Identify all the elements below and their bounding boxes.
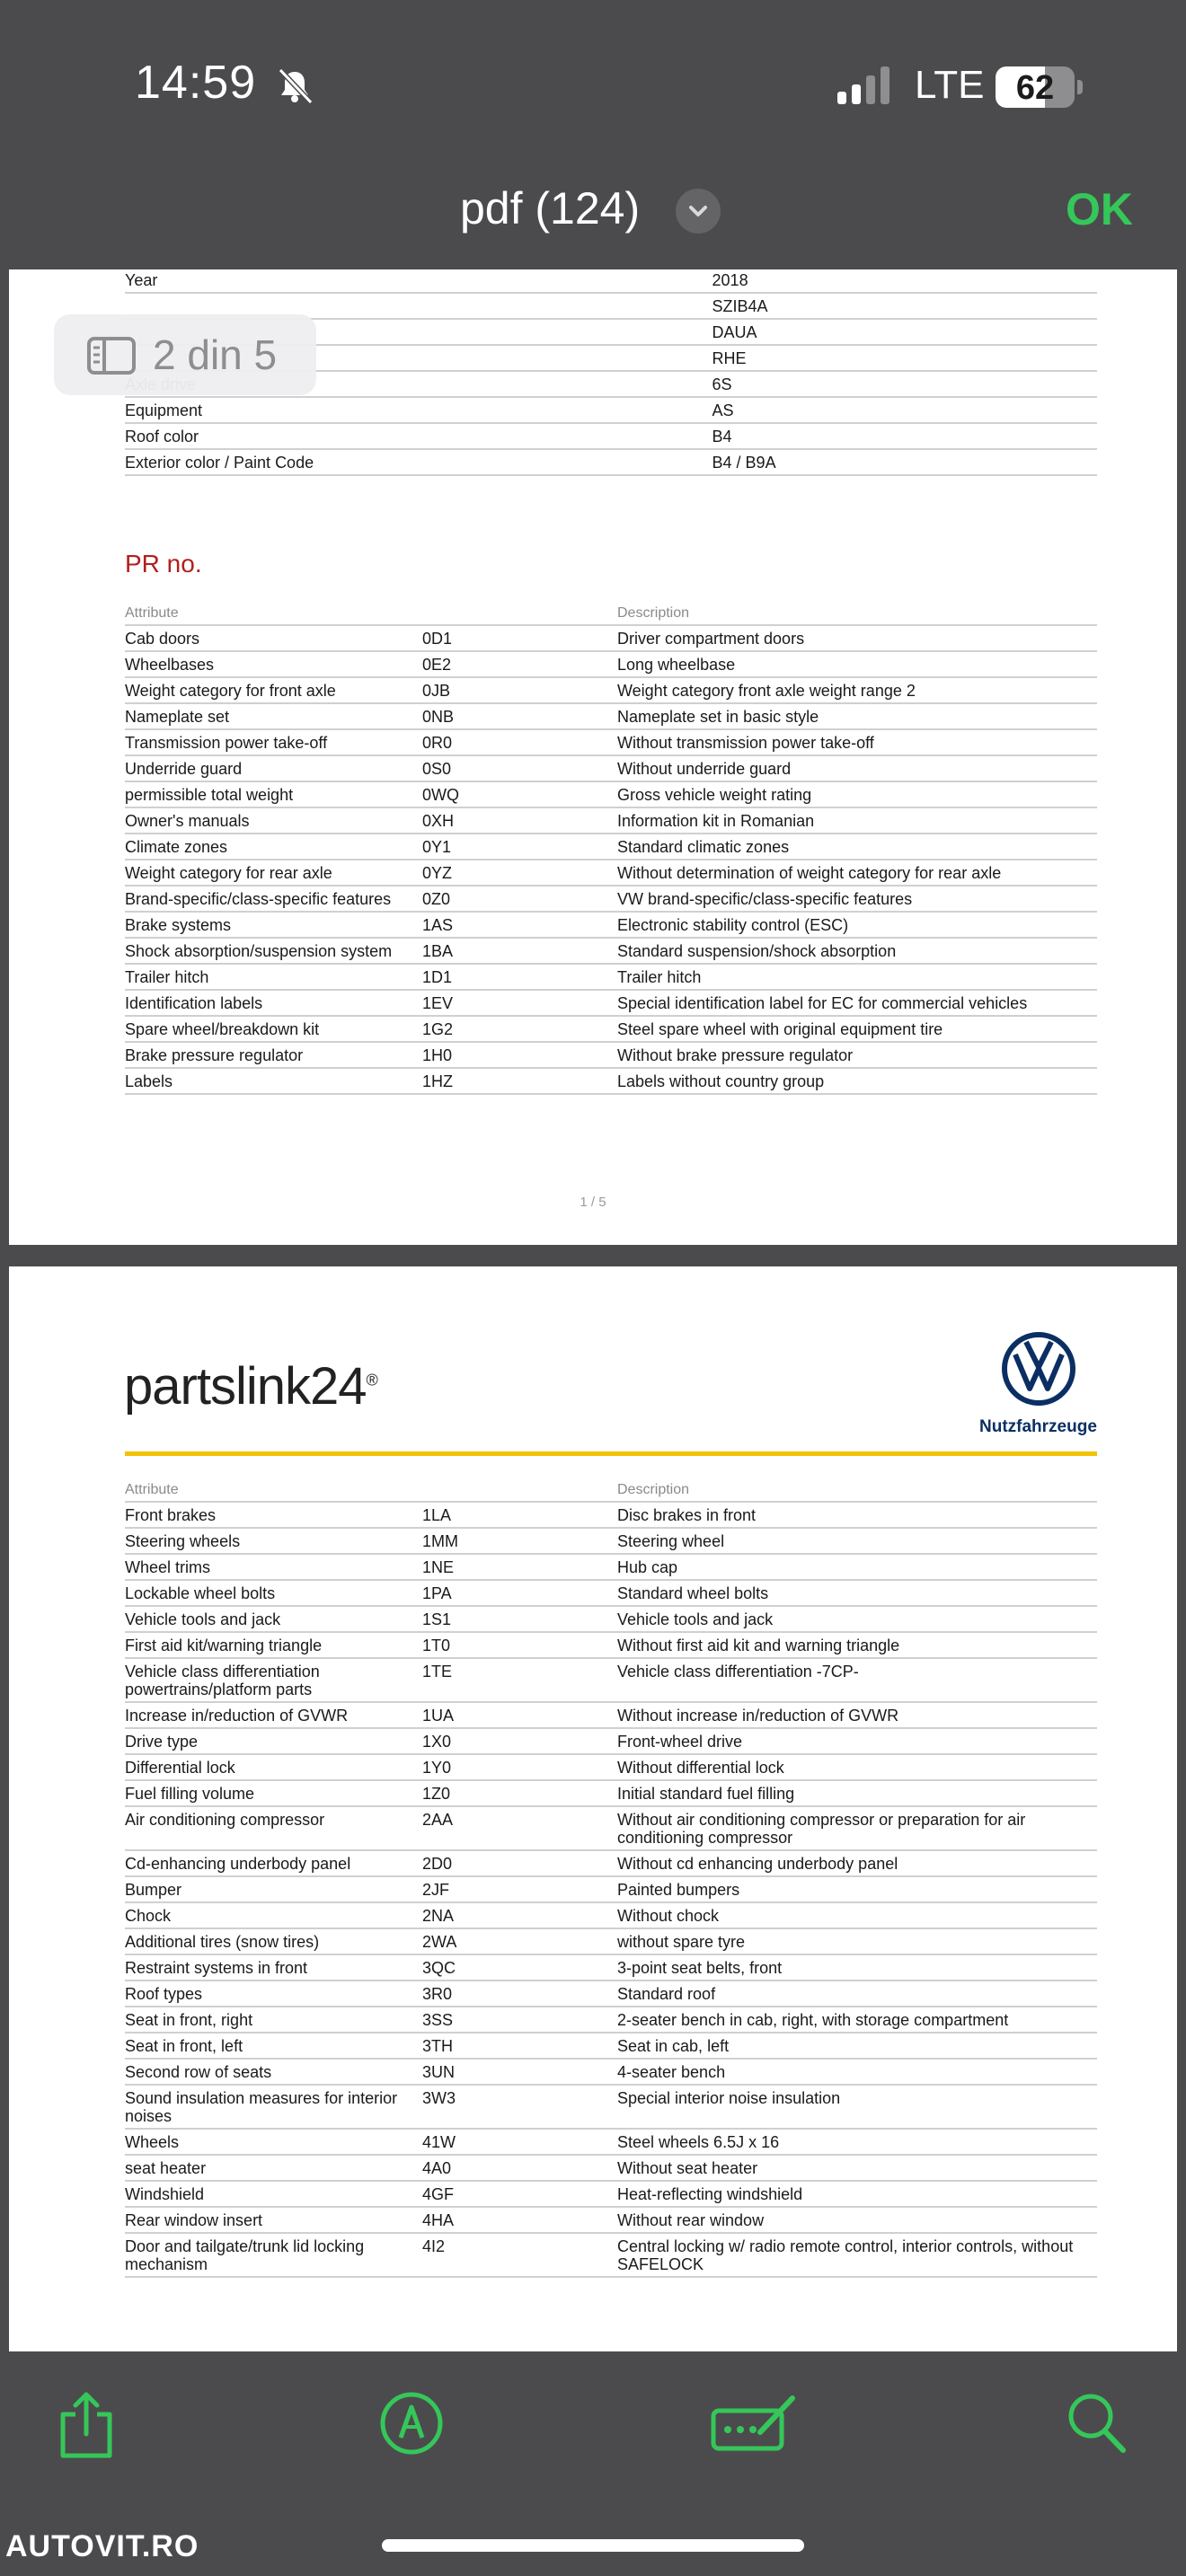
share-icon[interactable] bbox=[58, 2389, 115, 2461]
code-cell: 1S1 bbox=[422, 1606, 617, 1632]
code-cell: 0XH bbox=[422, 807, 617, 834]
table-row bbox=[125, 651, 1097, 677]
description-cell: Vehicle class differentiation -7CP- bbox=[617, 1658, 1097, 1702]
code-cell: 1EV bbox=[422, 990, 617, 1016]
description-cell: Disc brakes in front bbox=[617, 1502, 1097, 1528]
description-cell: Without differential lock bbox=[617, 1754, 1097, 1780]
code-cell: 1UA bbox=[422, 1702, 617, 1728]
logo-text: partslink24 bbox=[124, 1357, 367, 1416]
attribute-cell: Labels bbox=[125, 1068, 422, 1094]
description-cell: without spare tyre bbox=[617, 1928, 1097, 1954]
table-row bbox=[125, 2007, 1097, 2033]
page-indicator-label: 2 din 5 bbox=[153, 331, 278, 378]
code-cell: SZIB4A bbox=[712, 293, 1097, 319]
table-row bbox=[125, 781, 1097, 807]
attribute-cell: Wheelbases bbox=[125, 651, 422, 677]
code-cell: 2018 bbox=[712, 269, 1097, 293]
attribute-cell: Restraint systems in front bbox=[125, 1954, 422, 1981]
description-cell: Without increase in/reduction of GVWR bbox=[617, 1702, 1097, 1728]
pr-number-heading: PR no. bbox=[125, 550, 202, 578]
table-row bbox=[125, 449, 1097, 475]
document-title[interactable]: pdf (124) bbox=[460, 183, 641, 234]
vw-logo-icon bbox=[1001, 1331, 1076, 1407]
code-cell: 0WQ bbox=[422, 781, 617, 807]
table-row bbox=[125, 886, 1097, 912]
table-row bbox=[125, 755, 1097, 781]
code-cell: 1TE bbox=[422, 1658, 617, 1702]
cellular-signal-icon bbox=[836, 65, 898, 108]
code-cell: 3W3 bbox=[422, 2085, 617, 2129]
description-cell: Hub cap bbox=[617, 1554, 1097, 1580]
attribute-cell: Shock absorption/suspension system bbox=[125, 938, 422, 964]
description-cell: Steel spare wheel with original equipment tire bbox=[617, 1016, 1097, 1042]
description-cell: 3-point seat belts, front bbox=[617, 1954, 1097, 1981]
table-row bbox=[125, 1632, 1097, 1658]
vw-brand-text: Nutzfahrzeuge bbox=[979, 1417, 1097, 1436]
description-cell: Steering wheel bbox=[617, 1528, 1097, 1554]
table-row bbox=[125, 1658, 1097, 1702]
code-cell: 0Z0 bbox=[422, 886, 617, 912]
code-cell: 3SS bbox=[422, 2007, 617, 2033]
attribute-cell: Trailer hitch bbox=[125, 964, 422, 990]
attribute-cell: Equipment bbox=[125, 397, 712, 423]
description-cell: Long wheelbase bbox=[617, 651, 1097, 677]
table-row bbox=[125, 423, 1097, 449]
column-header-code bbox=[422, 605, 617, 625]
code-cell: 4HA bbox=[422, 2207, 617, 2233]
attribute-cell: Underride guard bbox=[125, 755, 422, 781]
description-cell: 4-seater bench bbox=[617, 2059, 1097, 2085]
table-row bbox=[125, 1702, 1097, 1728]
attribute-cell: Year bbox=[125, 269, 712, 293]
page-number: 1 / 5 bbox=[580, 1195, 606, 1210]
table-row bbox=[125, 2233, 1097, 2277]
attribute-cell: Seat in front, left bbox=[125, 2033, 422, 2059]
code-cell: 41W bbox=[422, 2129, 617, 2155]
attribute-cell: Brake systems bbox=[125, 912, 422, 938]
code-cell: 1X0 bbox=[422, 1728, 617, 1754]
attribute-cell: Climate zones bbox=[125, 834, 422, 860]
table-row bbox=[125, 2085, 1097, 2129]
table-row bbox=[125, 1928, 1097, 1954]
pdf-page-1[interactable] bbox=[9, 269, 1177, 1245]
description-cell: Without determination of weight category for rear axle bbox=[617, 860, 1097, 886]
code-cell: 0D1 bbox=[422, 625, 617, 651]
code-cell: 0S0 bbox=[422, 755, 617, 781]
table-row bbox=[125, 729, 1097, 755]
attribute-cell: seat heater bbox=[125, 2155, 422, 2181]
attribute-cell: Rear window insert bbox=[125, 2207, 422, 2233]
table-row bbox=[125, 912, 1097, 938]
table-row bbox=[125, 1954, 1097, 1981]
table-row bbox=[125, 1068, 1097, 1094]
table-row bbox=[125, 1728, 1097, 1754]
description-cell: 2-seater bench in cab, right, with storage compartment bbox=[617, 2007, 1097, 2033]
status-bar bbox=[0, 0, 1186, 171]
description-cell: Without rear window bbox=[617, 2207, 1097, 2233]
description-cell: Weight category front axle weight range 2 bbox=[617, 677, 1097, 703]
table-row bbox=[125, 397, 1097, 423]
ok-button[interactable]: OK bbox=[1066, 184, 1133, 234]
attribute-cell: Weight category for rear axle bbox=[125, 860, 422, 886]
partslink24-logo bbox=[124, 1356, 377, 1416]
attribute-cell: Roof types bbox=[125, 1981, 422, 2007]
page-indicator[interactable] bbox=[54, 314, 316, 395]
description-cell: Vehicle tools and jack bbox=[617, 1606, 1097, 1632]
battery-indicator bbox=[996, 66, 1075, 108]
table-row bbox=[125, 2207, 1097, 2233]
table-row bbox=[125, 677, 1097, 703]
attribute-cell: Weight category for front axle bbox=[125, 677, 422, 703]
description-cell: Trailer hitch bbox=[617, 964, 1097, 990]
attribute-cell: Seat in front, right bbox=[125, 2007, 422, 2033]
table-row bbox=[125, 1754, 1097, 1780]
description-cell: Standard roof bbox=[617, 1981, 1097, 2007]
bell-slash-icon bbox=[275, 66, 314, 106]
description-cell: Initial standard fuel filling bbox=[617, 1780, 1097, 1806]
description-cell: Front-wheel drive bbox=[617, 1728, 1097, 1754]
description-cell: Standard climatic zones bbox=[617, 834, 1097, 860]
home-indicator[interactable] bbox=[382, 2539, 804, 2552]
table-row bbox=[125, 1876, 1097, 1902]
attribute-cell: Cd-enhancing underbody panel bbox=[125, 1850, 422, 1876]
header-divider bbox=[125, 1451, 1097, 1456]
attribute-cell: Lockable wheel bolts bbox=[125, 1580, 422, 1606]
attribute-cell: Drive type bbox=[125, 1728, 422, 1754]
description-cell: Without transmission power take-off bbox=[617, 729, 1097, 755]
table-row bbox=[125, 1554, 1097, 1580]
attribute-cell: Nameplate set bbox=[125, 703, 422, 729]
description-cell: Labels without country group bbox=[617, 1068, 1097, 1094]
description-cell: Electronic stability control (ESC) bbox=[617, 912, 1097, 938]
code-cell: 0E2 bbox=[422, 651, 617, 677]
title-menu-button[interactable] bbox=[676, 189, 721, 234]
code-cell: 2WA bbox=[422, 1928, 617, 1954]
table-row bbox=[125, 1042, 1097, 1068]
code-cell: B4 bbox=[712, 423, 1097, 449]
description-cell: Central locking w/ radio remote control, interior controls, without SAFELOCK bbox=[617, 2233, 1097, 2277]
code-cell: 1MM bbox=[422, 1528, 617, 1554]
table-row bbox=[125, 269, 1097, 293]
attribute-cell: Vehicle class differentiation powertrains/platform parts bbox=[125, 1658, 422, 1702]
attribute-cell: Owner's manuals bbox=[125, 807, 422, 834]
attribute-cell: Door and tailgate/trunk lid locking mechanism bbox=[125, 2233, 422, 2277]
code-cell: 0YZ bbox=[422, 860, 617, 886]
table-row bbox=[125, 2033, 1097, 2059]
attribute-cell: Brand-specific/class-specific features bbox=[125, 886, 422, 912]
table-row bbox=[125, 1502, 1097, 1528]
table-row bbox=[125, 2129, 1097, 2155]
code-cell: 1G2 bbox=[422, 1016, 617, 1042]
table-row bbox=[125, 938, 1097, 964]
description-cell: Standard suspension/shock absorption bbox=[617, 938, 1097, 964]
attribute-cell: Bumper bbox=[125, 1876, 422, 1902]
attribute-cell: Fuel filling volume bbox=[125, 1780, 422, 1806]
code-cell: 2D0 bbox=[422, 1850, 617, 1876]
code-cell: RHE bbox=[712, 345, 1097, 371]
markup-icon[interactable] bbox=[379, 2391, 444, 2456]
attribute-cell: permissible total weight bbox=[125, 781, 422, 807]
attribute-cell: Roof color bbox=[125, 423, 712, 449]
attribute-cell: Increase in/reduction of GVWR bbox=[125, 1702, 422, 1728]
code-cell: 0JB bbox=[422, 677, 617, 703]
table-row bbox=[125, 1780, 1097, 1806]
code-cell: 2AA bbox=[422, 1806, 617, 1850]
code-cell: 4I2 bbox=[422, 2233, 617, 2277]
description-cell: Painted bumpers bbox=[617, 1876, 1097, 1902]
attribute-cell: Spare wheel/breakdown kit bbox=[125, 1016, 422, 1042]
form-fill-icon[interactable] bbox=[710, 2391, 800, 2456]
code-cell: 0Y1 bbox=[422, 834, 617, 860]
description-cell: VW brand-specific/class-specific features bbox=[617, 886, 1097, 912]
table-row bbox=[125, 2181, 1097, 2207]
attribute-cell: Second row of seats bbox=[125, 2059, 422, 2085]
sidebar-icon bbox=[86, 336, 137, 375]
table-row bbox=[125, 834, 1097, 860]
code-cell: B4 / B9A bbox=[712, 449, 1097, 475]
description-cell: Without seat heater bbox=[617, 2155, 1097, 2181]
network-type: LTE bbox=[915, 63, 985, 107]
column-header-description: Description bbox=[617, 605, 1097, 625]
table-row bbox=[125, 703, 1097, 729]
battery-percent: 62 bbox=[1015, 69, 1055, 107]
attribute-cell: Additional tires (snow tires) bbox=[125, 1928, 422, 1954]
code-cell: 1Z0 bbox=[422, 1780, 617, 1806]
attribute-cell: Exterior color / Paint Code bbox=[125, 449, 712, 475]
attribute-cell: First aid kit/warning triangle bbox=[125, 1632, 422, 1658]
code-cell: 0NB bbox=[422, 703, 617, 729]
attribute-cell: Air conditioning compressor bbox=[125, 1806, 422, 1850]
code-cell: 1PA bbox=[422, 1580, 617, 1606]
description-cell: Without underride guard bbox=[617, 755, 1097, 781]
chevron-down-icon bbox=[676, 189, 721, 234]
attribute-cell: Steering wheels bbox=[125, 1528, 422, 1554]
code-cell: 0R0 bbox=[422, 729, 617, 755]
attribute-cell: Differential lock bbox=[125, 1754, 422, 1780]
autovit-watermark: AUTOVIT.RO bbox=[5, 2529, 199, 2563]
code-cell: 1BA bbox=[422, 938, 617, 964]
code-cell: 4GF bbox=[422, 2181, 617, 2207]
description-cell: Without air conditioning compressor or preparation for air conditioning compressor bbox=[617, 1806, 1097, 1850]
table-row bbox=[125, 2155, 1097, 2181]
attribute-cell: Wheel trims bbox=[125, 1554, 422, 1580]
table-row bbox=[125, 2059, 1097, 2085]
table-row bbox=[125, 1606, 1097, 1632]
description-cell: Information kit in Romanian bbox=[617, 807, 1097, 834]
table-row bbox=[125, 625, 1097, 651]
attribute-cell: Vehicle tools and jack bbox=[125, 1606, 422, 1632]
description-cell: Without chock bbox=[617, 1902, 1097, 1928]
table-row bbox=[125, 1981, 1097, 2007]
code-cell: 3QC bbox=[422, 1954, 617, 1981]
code-cell: 1D1 bbox=[422, 964, 617, 990]
pr-number-table bbox=[125, 605, 1097, 1095]
code-cell: 4A0 bbox=[422, 2155, 617, 2181]
attribute-cell: Transmission power take-off bbox=[125, 729, 422, 755]
table-row bbox=[125, 860, 1097, 886]
code-cell: 3TH bbox=[422, 2033, 617, 2059]
code-cell: 1NE bbox=[422, 1554, 617, 1580]
code-cell: 6S bbox=[712, 371, 1097, 397]
code-cell: 1HZ bbox=[422, 1068, 617, 1094]
attribute-cell: Windshield bbox=[125, 2181, 422, 2207]
search-icon[interactable] bbox=[1066, 2391, 1128, 2456]
logo-registered-mark: ® bbox=[366, 1371, 377, 1389]
code-cell: 3UN bbox=[422, 2059, 617, 2085]
attribute-cell: Brake pressure regulator bbox=[125, 1042, 422, 1068]
description-cell: Special interior noise insulation bbox=[617, 2085, 1097, 2129]
description-cell: Driver compartment doors bbox=[617, 625, 1097, 651]
table-row bbox=[125, 807, 1097, 834]
description-cell: Heat-reflecting windshield bbox=[617, 2181, 1097, 2207]
attribute-cell: Wheels bbox=[125, 2129, 422, 2155]
code-cell: 1T0 bbox=[422, 1632, 617, 1658]
code-cell: 2NA bbox=[422, 1902, 617, 1928]
attribute-cell: Chock bbox=[125, 1902, 422, 1928]
attribute-cell: Cab doors bbox=[125, 625, 422, 651]
table-row bbox=[125, 1016, 1097, 1042]
description-cell: Without cd enhancing underbody panel bbox=[617, 1850, 1097, 1876]
description-cell: Nameplate set in basic style bbox=[617, 703, 1097, 729]
column-header-attribute: Attribute bbox=[125, 1482, 422, 1502]
code-cell: AS bbox=[712, 397, 1097, 423]
code-cell: 1LA bbox=[422, 1502, 617, 1528]
code-cell: 2JF bbox=[422, 1876, 617, 1902]
table-row bbox=[125, 1850, 1097, 1876]
description-cell: Steel wheels 6.5J x 16 bbox=[617, 2129, 1097, 2155]
column-header-code bbox=[422, 1482, 617, 1502]
code-cell: 3R0 bbox=[422, 1981, 617, 2007]
description-cell: Seat in cab, left bbox=[617, 2033, 1097, 2059]
description-cell: Without first aid kit and warning triangle bbox=[617, 1632, 1097, 1658]
table-row bbox=[125, 1528, 1097, 1554]
column-header-attribute: Attribute bbox=[125, 605, 422, 625]
description-cell: Without brake pressure regulator bbox=[617, 1042, 1097, 1068]
pdf-page-2[interactable] bbox=[9, 1266, 1177, 2351]
pr-number-table-2 bbox=[125, 1482, 1097, 2278]
attribute-cell: Sound insulation measures for interior noises bbox=[125, 2085, 422, 2129]
attribute-cell: Identification labels bbox=[125, 990, 422, 1016]
table-row bbox=[125, 964, 1097, 990]
battery-tip bbox=[1077, 80, 1083, 94]
description-cell: Standard wheel bolts bbox=[617, 1580, 1097, 1606]
table-row bbox=[125, 990, 1097, 1016]
code-cell: 1Y0 bbox=[422, 1754, 617, 1780]
table-row bbox=[125, 1806, 1097, 1850]
column-header-description: Description bbox=[617, 1482, 1097, 1502]
table-row bbox=[125, 1580, 1097, 1606]
description-cell: Gross vehicle weight rating bbox=[617, 781, 1097, 807]
status-time: 14:59 bbox=[135, 57, 257, 109]
attribute-cell: Front brakes bbox=[125, 1502, 422, 1528]
code-cell: 1AS bbox=[422, 912, 617, 938]
code-cell: DAUA bbox=[712, 319, 1097, 345]
description-cell: Special identification label for EC for commercial vehicles bbox=[617, 990, 1097, 1016]
table-row bbox=[125, 1902, 1097, 1928]
code-cell: 1H0 bbox=[422, 1042, 617, 1068]
